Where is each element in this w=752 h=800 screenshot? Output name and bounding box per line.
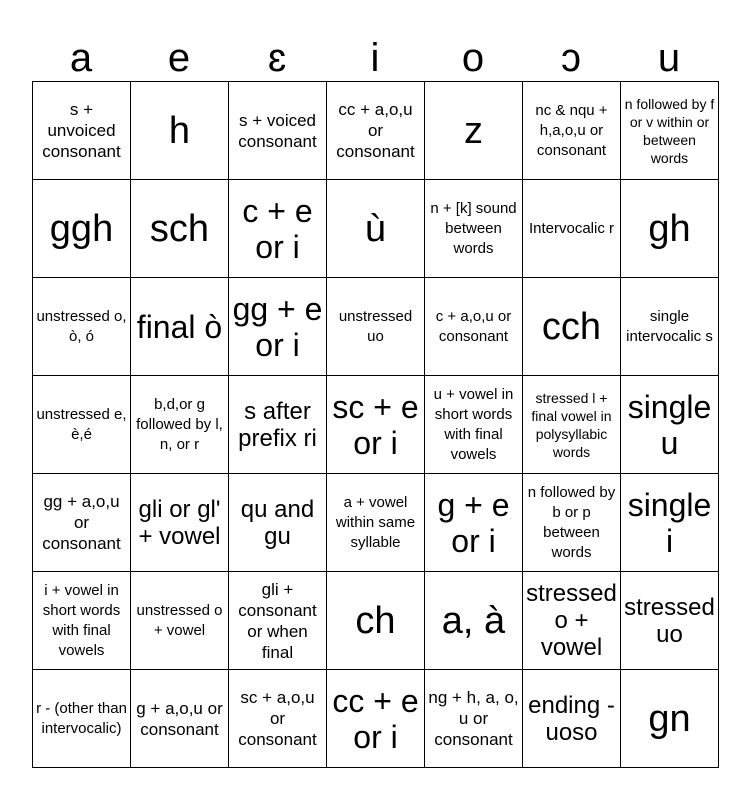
bingo-cell[interactable]: gg + e or i bbox=[229, 278, 327, 376]
bingo-cell[interactable]: h bbox=[131, 82, 229, 180]
bingo-cell[interactable]: gh bbox=[621, 180, 719, 278]
bingo-cell[interactable]: ending -uoso bbox=[523, 670, 621, 768]
bingo-cell[interactable]: n + [k] sound between words bbox=[425, 180, 523, 278]
bingo-cell[interactable]: c + e or i bbox=[229, 180, 327, 278]
bingo-cell[interactable]: cc + e or i bbox=[327, 670, 425, 768]
header-i: i bbox=[370, 36, 380, 80]
bingo-cell[interactable]: Intervocalic r bbox=[523, 180, 621, 278]
bingo-cell[interactable]: sc + a,o,u or consonant bbox=[229, 670, 327, 768]
bingo-cell[interactable]: stressed uo bbox=[621, 572, 719, 670]
column-headers bbox=[32, 30, 718, 80]
header-open-o: ɔ bbox=[561, 36, 581, 80]
bingo-cell[interactable]: stressed o + vowel bbox=[523, 572, 621, 670]
bingo-cell[interactable]: b,d,or g followed by l, n, or r bbox=[131, 376, 229, 474]
header-open-e: ɛ bbox=[267, 36, 287, 80]
bingo-cell[interactable]: s + unvoiced consonant bbox=[33, 82, 131, 180]
bingo-cell[interactable]: final ò bbox=[131, 278, 229, 376]
bingo-cell[interactable]: unstressed o + vowel bbox=[131, 572, 229, 670]
bingo-cell[interactable]: g + e or i bbox=[425, 474, 523, 572]
bingo-cell[interactable]: ggh bbox=[33, 180, 131, 278]
header-u: u bbox=[657, 36, 681, 80]
bingo-grid bbox=[32, 81, 719, 768]
bingo-cell[interactable]: a + vowel within same syllable bbox=[327, 474, 425, 572]
bingo-cell[interactable]: unstressed o, ò, ó bbox=[33, 278, 131, 376]
bingo-cell[interactable]: single i bbox=[621, 474, 719, 572]
bingo-cell[interactable]: n followed by f or v within or between words bbox=[621, 82, 719, 180]
header-a: a bbox=[69, 36, 93, 80]
bingo-cell[interactable]: g + a,o,u or consonant bbox=[131, 670, 229, 768]
bingo-cell[interactable]: s + voiced consonant bbox=[229, 82, 327, 180]
bingo-cell[interactable]: nc & nqu + h,a,o,u or consonant bbox=[523, 82, 621, 180]
bingo-cell[interactable]: ù bbox=[327, 180, 425, 278]
bingo-cell[interactable]: ch bbox=[327, 572, 425, 670]
bingo-cell[interactable]: qu and gu bbox=[229, 474, 327, 572]
bingo-cell[interactable]: cc + a,o,u or consonant bbox=[327, 82, 425, 180]
bingo-cell[interactable]: c + a,o,u or consonant bbox=[425, 278, 523, 376]
bingo-cell[interactable]: r - (other than intervocalic) bbox=[33, 670, 131, 768]
bingo-cell[interactable]: cch bbox=[523, 278, 621, 376]
bingo-cell[interactable]: stressed l + final vowel in polysyllabic words bbox=[523, 376, 621, 474]
bingo-cell[interactable]: ng + h, a, o, u or consonant bbox=[425, 670, 523, 768]
bingo-cell[interactable]: sch bbox=[131, 180, 229, 278]
bingo-cell[interactable]: u + vowel in short words with final vowels bbox=[425, 376, 523, 474]
header-e: e bbox=[167, 36, 191, 80]
bingo-cell[interactable]: i + vowel in short words with final vowels bbox=[33, 572, 131, 670]
bingo-cell[interactable]: n followed by b or p between words bbox=[523, 474, 621, 572]
header-o: o bbox=[461, 36, 485, 80]
bingo-cell[interactable]: gn bbox=[621, 670, 719, 768]
bingo-cell[interactable]: unstressed e, è,é bbox=[33, 376, 131, 474]
bingo-cell[interactable]: sc + e or i bbox=[327, 376, 425, 474]
bingo-cell[interactable]: gli or gl' + vowel bbox=[131, 474, 229, 572]
bingo-cell[interactable]: a, à bbox=[425, 572, 523, 670]
bingo-cell[interactable]: gli + consonant or when final bbox=[229, 572, 327, 670]
bingo-cell[interactable]: gg + a,o,u or consonant bbox=[33, 474, 131, 572]
bingo-cell[interactable]: unstressed uo bbox=[327, 278, 425, 376]
bingo-cell[interactable]: z bbox=[425, 82, 523, 180]
bingo-cell[interactable]: single intervocalic s bbox=[621, 278, 719, 376]
bingo-cell[interactable]: single u bbox=[621, 376, 719, 474]
bingo-cell[interactable]: s after prefix ri bbox=[229, 376, 327, 474]
